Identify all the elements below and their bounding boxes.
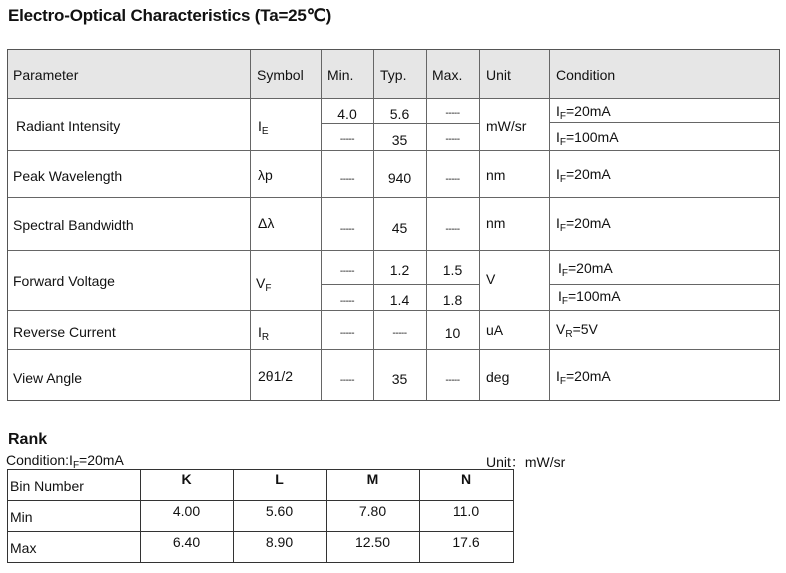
forward-typ-2: 1.4 [389,292,410,308]
rank-max-k: 6.40 [172,534,201,550]
cond-subscript: F [561,268,568,279]
cond-peak [556,166,611,185]
rank-table [7,469,514,563]
cond-base: I [558,260,562,276]
electro-optical-table [7,49,780,401]
param-view-angle: View Angle [13,370,83,386]
param-radiant-intensity: Radiant Intensity [16,118,121,134]
page-title-unit: ℃) [306,6,332,25]
rank-min-l: 5.60 [265,503,294,519]
unit-reverse: uA [486,322,504,338]
radiant-max-1: ----- [445,108,460,119]
symbol-subscript: F [265,283,272,294]
header-min: Min. [327,67,354,83]
header-typ: Typ. [380,67,407,83]
symbol-radiant [258,118,269,137]
cond-rest: =100mA [566,129,619,145]
bandwidth-typ: 45 [391,220,408,236]
cond-base: I [558,288,562,304]
cond-rest: =100mA [568,288,621,304]
header-max: Max. [432,67,463,83]
row-divider [8,150,779,151]
cond-base: I [556,129,560,145]
reverse-max: 10 [444,325,461,341]
cond-subscript: F [559,223,566,234]
col-divider [250,50,251,400]
peak-typ: 940 [387,170,412,186]
rank-min-n: 11.0 [452,503,480,519]
rank-unit: Unit：mW/sr [486,454,566,470]
row-divider [8,310,779,311]
cond-rest: =20mA [566,103,611,119]
forward-min-2: ----- [339,296,355,307]
unit-peak: nm [486,167,506,183]
row-divider [8,349,779,350]
cond-rest: =20mA [566,368,611,384]
col-divider [479,50,480,400]
cond-subscript: F [559,376,566,387]
row-divider [549,122,779,123]
cond-rest: =5V [572,321,598,337]
rank-col-n: N [460,471,472,487]
forward-min-1: ----- [339,266,355,277]
param-spectral-bandwidth: Spectral Bandwidth [13,217,134,233]
row-divider [8,500,513,501]
symbol-base: I [258,324,262,340]
bandwidth-min: ----- [339,224,355,235]
cond-rest: =20mA [568,260,613,276]
cond-bandwidth [556,215,611,234]
rank-min-k: 4.00 [172,503,201,519]
col-divider [549,50,550,400]
rank-row-label-min: Min [10,509,33,525]
param-peak-wavelength: Peak Wavelength [13,168,123,184]
row-divider [8,531,513,532]
rank-condition-subscript: F [72,460,80,471]
symbol-base: I [258,118,262,134]
cond-forward-2 [558,288,621,307]
row-divider [8,98,779,99]
rank-max-l: 8.90 [265,534,294,550]
cond-subscript: F [559,111,566,122]
view-min: ----- [339,375,355,386]
cond-subscript: R [565,329,573,340]
rank-col-l: L [275,471,284,487]
symbol-bandwidth: Δλ [258,215,275,231]
cond-base: I [556,166,560,182]
header-unit: Unit [486,67,511,83]
row-divider [8,197,779,198]
cond-subscript: F [559,137,566,148]
symbol-peak: λp [258,167,273,183]
radiant-typ-2: 35 [391,132,408,148]
cond-rest: =20mA [566,215,611,231]
cond-forward-1 [558,260,613,279]
forward-typ-1: 1.2 [389,262,410,278]
symbol-subscript: R [261,332,270,343]
header-parameter: Parameter [13,67,79,83]
reverse-min: ----- [339,328,355,339]
view-max: ----- [445,375,460,386]
radiant-min-2: ----- [339,134,355,145]
header-symbol: Symbol [257,67,304,83]
cond-subscript: F [559,174,566,185]
rank-col-k: K [181,471,192,487]
rank-max-n: 17.6 [452,534,480,550]
row-divider [321,123,479,124]
symbol-reverse [258,324,270,343]
cond-base: V [556,321,566,337]
page-title-text: Electro-Optical Characteristics (Ta=25 [8,6,307,25]
rank-row-label-bin: Bin Number [10,478,84,494]
rank-condition-rest: =20mA [79,452,124,468]
symbol-subscript: E [261,126,269,137]
row-divider [8,250,779,251]
rank-max-m: 12.50 [354,534,391,550]
unit-view: deg [486,369,510,385]
cond-subscript: F [561,296,568,307]
forward-max-2: 1.8 [442,292,463,308]
cond-base: I [556,215,560,231]
row-divider [321,284,479,285]
symbol-view: 2θ1/2 [258,368,294,384]
symbol-base: V [256,275,266,291]
cond-rest: =20mA [566,166,611,182]
param-forward-voltage: Forward Voltage [13,273,115,289]
peak-min: ----- [339,174,355,185]
cond-radiant-1 [556,103,611,122]
cond-base: I [556,103,560,119]
unit-radiant: mW/sr [486,118,527,134]
rank-min-m: 7.80 [358,503,387,519]
param-reverse-current: Reverse Current [13,324,116,340]
rank-col-m: M [366,471,379,487]
cond-radiant-2 [556,129,619,148]
rank-condition-prefix: Condition:I [6,452,73,468]
reverse-typ: ----- [392,328,407,339]
forward-max-1: 1.5 [442,262,463,278]
radiant-typ-1: 5.6 [389,106,410,122]
row-divider [549,284,779,285]
radiant-max-2: ----- [445,134,460,145]
rank-row-label-max: Max [10,540,37,556]
rank-title: Rank [8,431,48,448]
page-title [8,6,331,26]
unit-bandwidth: nm [486,215,506,231]
rank-condition [6,452,124,471]
header-condition: Condition [556,67,616,83]
cond-view [556,368,611,387]
view-typ: 35 [391,371,408,387]
unit-forward: V [486,271,496,287]
cond-base: I [556,368,560,384]
cond-reverse [556,321,598,340]
bandwidth-max: ----- [445,224,460,235]
symbol-forward [256,275,272,294]
radiant-min-1: 4.0 [337,106,357,122]
peak-max: ----- [445,174,460,185]
